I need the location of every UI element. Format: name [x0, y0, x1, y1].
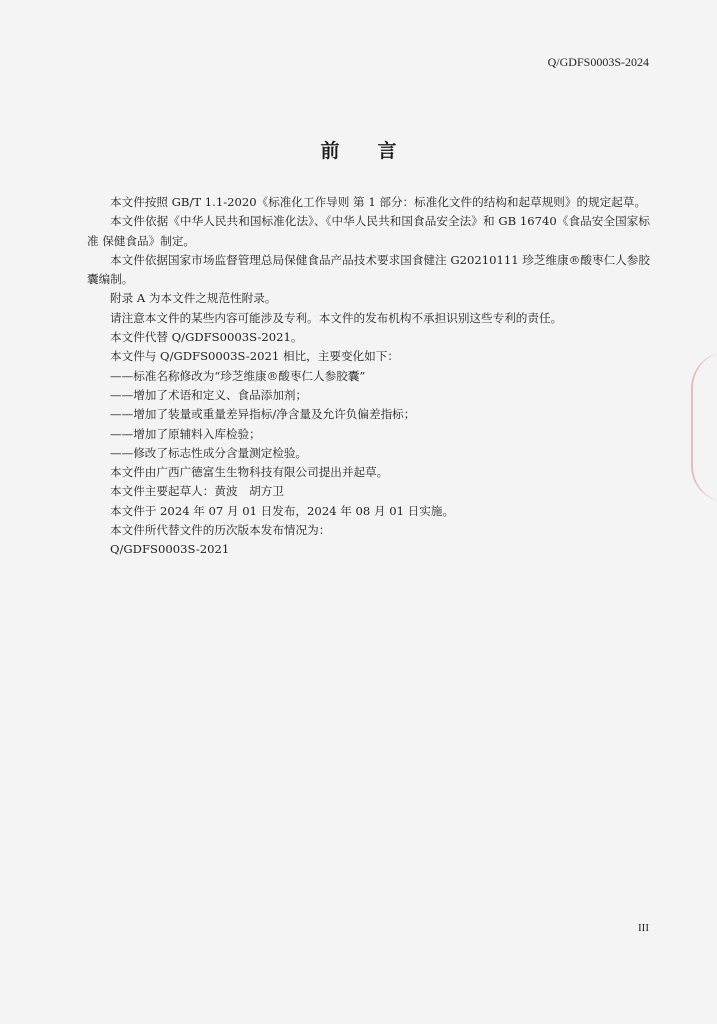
paragraph: 本文件主要起草人：黄波 胡方卫: [110, 484, 284, 499]
paragraph: 本文件依据国家市场监督管理总局保健食品产品技术要求国食健注 G20210111 珍芝维康®酸枣仁人参胶囊编制。: [87, 252, 650, 287]
document-code: Q/GDFS0003S-2024: [547, 55, 649, 69]
paragraph: 本文件与 Q/GDFS0003S-2021 相比，主要变化如下：: [110, 349, 399, 364]
seal-stamp-edge: [691, 352, 717, 502]
change-item: ——修改了标志性成分含量测定检验。: [110, 445, 308, 460]
page-number: III: [638, 922, 649, 934]
title-char-1: 前: [320, 140, 340, 162]
change-item: ——增加了术语和定义、食品添加剂；: [110, 387, 308, 402]
paragraph: 本文件代替 Q/GDFS0003S-2021。: [110, 330, 303, 345]
previous-version: Q/GDFS0003S-2021: [110, 542, 230, 557]
paragraph: 附录 A 为本文件之规范性附录。: [110, 291, 277, 306]
title-char-2: 言: [377, 140, 397, 162]
paragraph: 请注意本文件的某些内容可能涉及专利。本文件的发布机构不承担识别这些专利的责任。: [110, 310, 563, 325]
change-item: ——标准名称修改为“珍芝维康®酸枣仁人参胶囊”: [110, 368, 366, 383]
paragraph: 本文件所代替文件的历次版本发布情况为：: [110, 523, 331, 538]
change-item: ——增加了装量或重量差异指标/净含量及允许负偏差指标；: [110, 407, 416, 422]
paragraph: 本文件由广西广德富生生物科技有限公司提出并起草。: [110, 465, 389, 480]
foreword-body: [87, 193, 650, 560]
change-item: ——增加了原辅料入库检验；: [110, 426, 261, 441]
paragraph: 本文件于 2024 年 07 月 01 日发布，2024 年 08 月 01 日实施。: [110, 503, 455, 518]
paragraph: 本文件按照 GB/T 1.1-2020《标准化工作导则 第 1 部分：标准化文件的结构和起草规则》的规定起草。: [110, 195, 647, 209]
paragraph: 本文件依据《中华人民共和国标准化法》、《中华人民共和国食品安全法》和 GB 16740《食品安全国家标准 保健食品》制定。: [87, 214, 650, 248]
page-title: [0, 136, 717, 163]
